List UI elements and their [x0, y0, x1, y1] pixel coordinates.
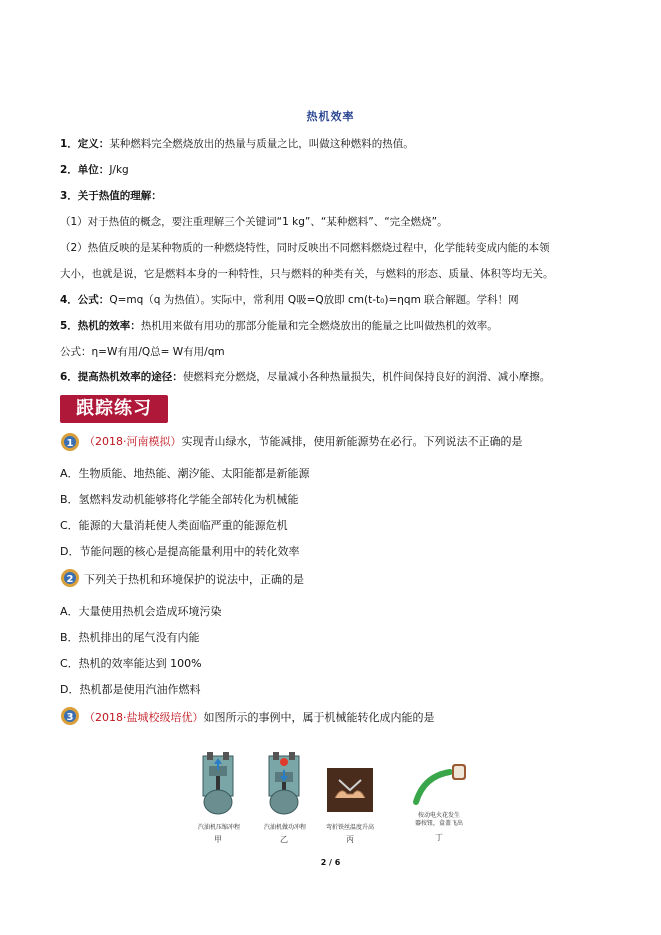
- question-1-option-b: B．氢燃料发动机能够将化学能全部转化为机械能: [60, 493, 299, 506]
- understanding-point-1: （1）对于热值的概念，要注重理解三个关键词“1 kg”、“某种燃料”、“完全燃烧”。: [60, 216, 448, 228]
- understanding-point-2b: 大小，也就是说，它是燃料本身的一种特性，只与燃料的种类有关，与燃料的形态、质量、体积等均无关。: [60, 268, 554, 280]
- definition-label: 1．定义：: [60, 138, 110, 150]
- formula-label: 4．公式：: [60, 294, 110, 306]
- svg-text:2: 2: [66, 574, 74, 585]
- figure-ding-caption-line-1: 按动电火花发生: [417, 812, 460, 819]
- definition-line: [60, 136, 414, 152]
- question-1-stem: [84, 434, 523, 450]
- question-1-text: 实现青山绿水，节能减排，使用新能源势在必行。下列说法不正确的是: [181, 435, 523, 448]
- question-2-stem: 下列关于热机和环境保护的说法中，正确的是: [84, 573, 304, 586]
- definition-text: 某种燃料完全燃烧放出的热量与质量之比，叫做这种燃料的热值。: [109, 138, 414, 150]
- unit-text: J/kg: [109, 164, 129, 176]
- understanding-point-2a: （2）热值反映的是某种物质的一种燃烧特性，同时反映出不同燃料燃烧过程中，化学能转变成内能的本领: [60, 242, 550, 254]
- question-2-option-a: A．大量使用热机会造成环境污染: [60, 605, 222, 618]
- question-2-option-c: C．热机的效率能达到 100%: [60, 657, 202, 670]
- figure-ding-caption-line-2: 器按钮，盒盖飞出: [414, 820, 463, 827]
- question-3-stem: [84, 710, 435, 726]
- question-2-option-b: B．热机排出的尾气没有内能: [60, 631, 200, 644]
- unit-label: 2．单位：: [60, 164, 110, 176]
- efficiency-formula: 公式：η=W有用/Q总= W有用/qm: [60, 346, 225, 358]
- practice-banner: 跟踪练习: [60, 395, 168, 423]
- efficiency-text: 热机用来做有用功的那部分能量和完全燃烧放出的能量之比叫做热机的效率。: [140, 320, 498, 332]
- figure-yi-label: 乙: [280, 835, 288, 844]
- question-2-number-icon: [60, 568, 80, 588]
- figure-ding-caption: [404, 812, 474, 828]
- figure-bing-caption: 弯折铁丝温度升高: [325, 824, 374, 831]
- efficiency-label: 5．热机的效率：: [60, 320, 141, 332]
- improve-text: 使燃料充分燃烧，尽量减小各种热量损失，机件间保持良好的润滑、减小摩擦。: [182, 371, 551, 383]
- engine-compression-figure: [198, 750, 238, 818]
- question-3-text: 如图所示的事例中，属于机械能转化成内能的是: [203, 711, 435, 724]
- question-1-option-c: C．能源的大量消耗使人类面临严重的能源危机: [60, 519, 288, 532]
- figure-bing-label: 丙: [346, 835, 354, 844]
- figure-jia-label: 甲: [214, 835, 222, 844]
- question-1-option-a: A．生物质能、地热能、潮汐能、太阳能都是新能源: [60, 467, 310, 480]
- page-number: 2 / 6: [320, 858, 341, 867]
- question-1-number-icon: [60, 432, 80, 452]
- formula-text: Q=mq（q 为热值）。实际中，常利用 Q吸=Q放即 cm(t-t₀)=ηqm 联合解题。学科！网: [109, 294, 519, 306]
- formula-line: [60, 292, 519, 308]
- spark-generator-figure: [410, 756, 470, 808]
- svg-text:1: 1: [66, 438, 74, 449]
- question-1-option-d: D．节能问题的核心是提高能量利用中的转化效率: [60, 545, 300, 558]
- section-title: 热机效率: [306, 110, 355, 123]
- unit-line: [60, 162, 129, 178]
- engine-power-figure: [264, 750, 304, 818]
- figure-ding-label: 丁: [435, 833, 443, 842]
- bending-wire-figure: [327, 768, 373, 812]
- question-3-number-icon: [60, 706, 80, 726]
- question-1-source: （2018·河南模拟）: [84, 435, 182, 448]
- question-3-source: （2018·盐城校级培优）: [84, 711, 204, 724]
- efficiency-line: [60, 318, 498, 334]
- improve-label: 6．提高热机效率的途径：: [60, 371, 183, 383]
- figure-jia-caption: 汽油机压缩冲程: [197, 824, 240, 831]
- figure-yi-caption: 汽油机做功冲程: [263, 824, 306, 831]
- svg-text:3: 3: [66, 712, 74, 723]
- question-2-option-d: D．热机都是使用汽油作燃料: [60, 683, 201, 696]
- understanding-heading: 3．关于热值的理解：: [60, 190, 162, 202]
- improve-line: [60, 369, 550, 385]
